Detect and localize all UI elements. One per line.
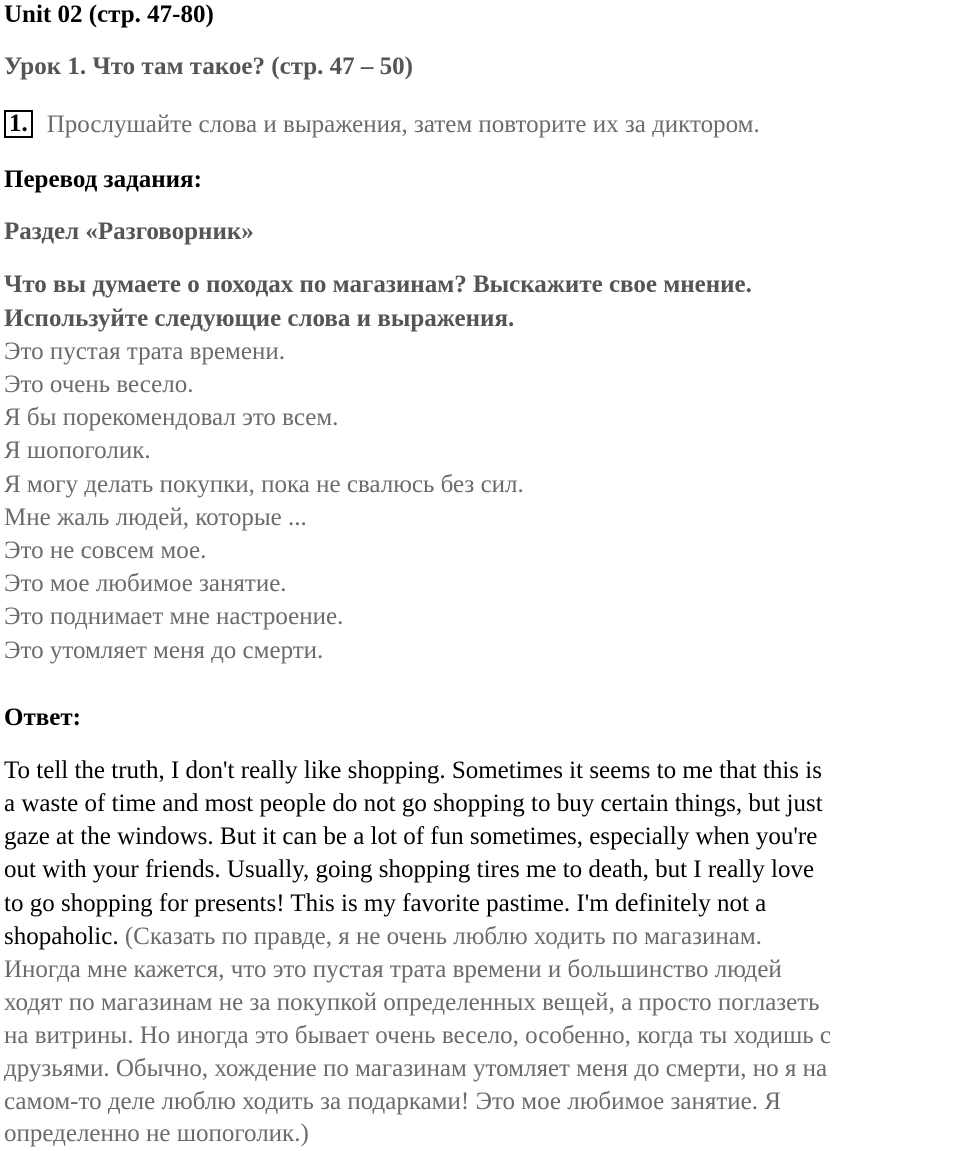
answer-english-line: out with your friends. Usually, going shopping tires me to death, but I really love [4,856,815,883]
answer-heading: Ответ: [4,704,81,731]
prompt-line: Используйте следующие слова и выражения. [4,305,515,332]
phrase-item: Я могу делать покупки, пока не свалюсь без сил. [4,471,524,498]
phrase-item: Это поднимает мне настроение. [4,603,344,630]
answer-russian-line: определенно не шопоголик.) [4,1120,309,1147]
phrase-item: Это пустая трата времени. [4,338,285,365]
answer-russian-line: на витрины. Но иногда это бывает очень весело, особенно, когда ты ходишь с [4,1022,831,1049]
answer-russian-line: самом-то деле люблю ходить за подарками! Это мое любимое занятие. Я [4,1088,781,1115]
task-instruction: Прослушайте слова и выражения, затем повторите их за диктором. [46,111,760,138]
answer-english-line: gaze at the windows. But it can be a lot of fun sometimes, especially when you're [4,823,818,850]
phrase-item: Я шопоголик. [4,437,151,464]
lesson-title: Урок 1. Что там такое? (стр. 47 – 50) [4,53,414,80]
answer-russian-line: Иногда мне кажется, что это пустая трата времени и большинство людей [4,956,782,983]
answer-mixed-line [4,922,762,952]
phrase-item: Это очень весело. [4,371,194,398]
answer-english-line: To tell the truth, I don't really like shopping. Sometimes it seems to me that this is [4,757,822,784]
phrase-item: Мне жаль людей, которые ... [4,504,307,531]
task-number: 1. [4,110,33,138]
answer-russian-line: ходят по магазинам не за покупкой определенных вещей, а просто поглазеть [4,989,820,1016]
task-row [4,110,760,140]
section-title: Раздел «Разговорник» [4,218,254,245]
answer-english-line: a waste of time and most people do not go shopping to buy certain things, but just [4,790,823,817]
phrase-item: Это утомляет меня до смерти. [4,637,324,664]
unit-title: Unit 02 (стр. 47-80) [4,1,214,28]
prompt-line: Что вы думаете о походах по магазинам? Выскажите свое мнение. [4,271,752,298]
answer-english-line: to go shopping for presents! This is my favorite pastime. I'm definitely not a [4,890,767,917]
phrase-item: Это мое любимое занятие. [4,570,287,597]
phrase-item: Это не совсем мое. [4,537,207,564]
answer-russian-line: друзьями. Обычно, хождение по магазинам утомляет меня до смерти, но я на [4,1055,828,1082]
answer-russian-start: (Сказать по правде, я не очень люблю ходить по магазинам. [118,923,762,950]
answer-english-end: shopaholic. [4,923,119,950]
phrase-item: Я бы порекомендовал это всем. [4,404,339,431]
translation-heading: Перевод задания: [4,166,202,193]
